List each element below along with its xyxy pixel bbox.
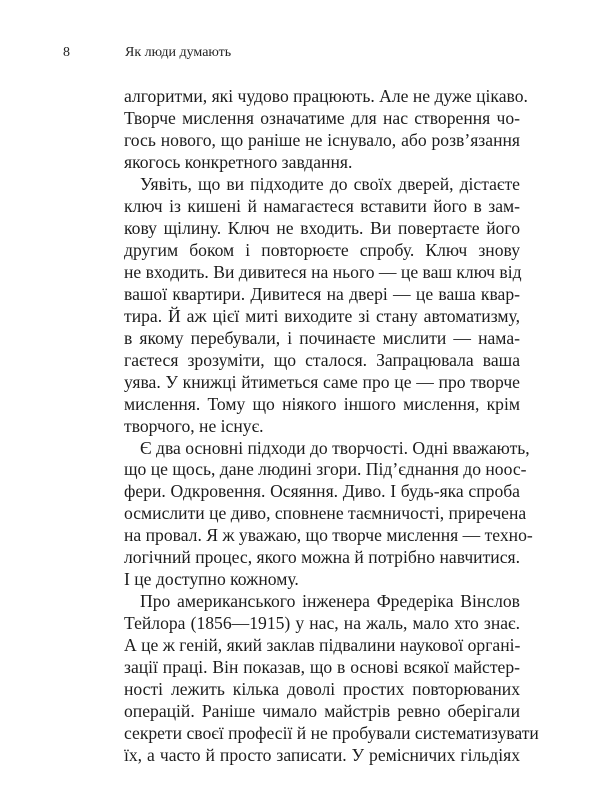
text-line: кову щілину. Ключ не входить. Ви повертаєте його bbox=[124, 217, 520, 238]
text-line: на провал. Я ж уважаю, що творче мислення — техно- bbox=[124, 525, 533, 546]
text-line: гось нового, що раніше не існувало, або розв’язання bbox=[124, 129, 520, 150]
running-title: Як люди думають bbox=[125, 45, 232, 60]
text-line: І це доступно кожному. bbox=[124, 569, 299, 590]
text-line: Уявіть, що ви підходите до своїх дверей, дістаєте bbox=[140, 173, 520, 194]
text-line: ності лежить кілька доволі простих повторюваних bbox=[124, 679, 520, 700]
text-line: в якому перебували, і починаєте мислити — нама- bbox=[124, 327, 520, 348]
text-line: Тейлора (1856—1915) у нас, на жаль, мало хто знає. bbox=[124, 613, 520, 634]
text-line: Творче мислення означатиме для нас створення чо- bbox=[124, 107, 520, 128]
text-line: осмислити це диво, сповнене таємничості, приречена bbox=[124, 503, 527, 524]
text-line: логічний процес, якого можна й потрібно навчитися. bbox=[124, 547, 520, 568]
text-line: другим боком і повторюєте спробу. Ключ знову bbox=[124, 239, 520, 260]
text-line: гаєтеся зрозуміти, що сталося. Запрацювала ваша bbox=[124, 349, 520, 370]
text-line: творчого, не існує. bbox=[124, 415, 264, 436]
page-number: 8 bbox=[63, 45, 70, 60]
text-line: Про американського інженера Фредеріка Вінслов bbox=[140, 591, 520, 612]
text-line: зації праці. Він показав, що в основі всякої майстер- bbox=[124, 657, 520, 678]
text-line: фери. Одкровення. Осяяння. Диво. І будь-яка спроба bbox=[124, 481, 520, 502]
text-line: операцій. Раніше чимало майстрів ревно оберігали bbox=[124, 701, 520, 722]
text-line: А це ж геній, який заклав підвалини наукової органі- bbox=[124, 635, 521, 656]
text-line: алгоритми, які чудово працюють. Але не дуже цікаво. bbox=[124, 86, 528, 106]
text-line: ключ із кишені й намагаєтеся вставити його в зам- bbox=[124, 195, 520, 216]
text-line: їх, а часто й просто записати. У ремісничих гільдіях bbox=[124, 745, 520, 766]
text-line: якогось конкретного завдання. bbox=[124, 151, 353, 172]
text-line: тира. Й аж цієї миті виходите зі стану автоматизму, bbox=[124, 305, 520, 326]
text-line: не входить. Ви дивитеся на нього — це ваш ключ від bbox=[124, 261, 522, 282]
text-line: мислення. Тому що ніякого іншого мислення, крім bbox=[124, 393, 520, 414]
text-line: Є два основні підходи до творчості. Одні вважають, bbox=[140, 437, 530, 458]
text-line: секрети своєї професії й не пробували систематизувати bbox=[124, 723, 539, 744]
text-line: вашої квартири. Дивитеся на двері — це ваша квар- bbox=[124, 283, 520, 304]
body-text bbox=[124, 86, 539, 767]
text-line: що це щось, дане людині згори. Під’єднання до ноос- bbox=[124, 459, 527, 480]
text-line: уява. У книжці йтиметься саме про це — про творче bbox=[124, 371, 520, 392]
